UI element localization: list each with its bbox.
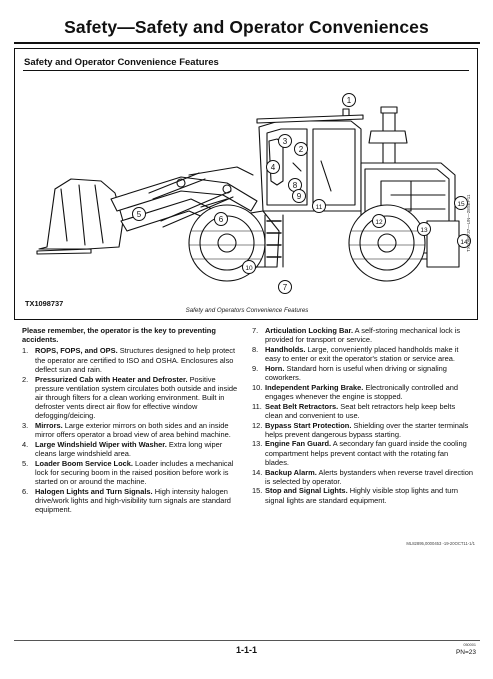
svg-text:14: 14 <box>460 239 468 246</box>
svg-text:5: 5 <box>136 210 142 219</box>
svg-text:10: 10 <box>245 265 253 272</box>
feature-item: 5. Loader Boom Service Lock. Loader includes a mechanical lock for securing boom in the raised position before work is started on or around the machine. <box>22 458 234 487</box>
callout-6 <box>215 213 228 226</box>
feature-item: 11. Seat Belt Retractors. Seat belt retractors help keep belts clean and convenient to use. <box>252 401 456 420</box>
footer-rule <box>14 640 480 641</box>
callout-13 <box>418 223 431 236</box>
feature-list-right <box>252 326 474 505</box>
figure-caption: Safety and Operators Convenience Features <box>185 307 309 314</box>
figure-id: TX1098737 <box>25 299 64 308</box>
callout-11 <box>313 200 326 213</box>
feature-item: 2. Pressurized Cab with Heater and Defroster. Positive pressure ventilation system circulates both outside and inside air through filters for a clean working environment. Built in defroster vents direct air flow for effective window defogging/deicing. <box>22 374 238 421</box>
svg-text:13: 13 <box>420 227 428 234</box>
wheel-loader-illustration <box>31 71 468 297</box>
feature-list-left <box>22 326 244 515</box>
svg-text:1: 1 <box>346 96 352 105</box>
page-title: Safety—Safety and Operator Conveniences <box>64 17 429 37</box>
pn-label: PN=23 <box>455 649 476 656</box>
feature-item: 10. Independent Parking Brake. Electronically controlled and engages whenever the engine is stopped. <box>252 382 459 401</box>
callout-9 <box>293 190 306 203</box>
svg-text:7: 7 <box>282 283 288 292</box>
feature-item: 15. Stop and Signal Lights. Highly visible stop lights and turn signal lights are standard equipment. <box>252 486 459 505</box>
figure-box <box>14 48 478 320</box>
svg-text:4: 4 <box>270 163 276 172</box>
feature-item: 6. Halogen Lights and Turn Signals. High intensity halogen drive/work lights and high-visibility turn signals are standard equipment. <box>22 486 231 515</box>
svg-text:3: 3 <box>282 137 288 146</box>
page-meta-small: 050001 <box>463 643 476 647</box>
callout-4 <box>267 161 280 174</box>
feature-item: 1. ROPS, FOPS, and OPS. Structures designed to help protect the operator are certified to ISO and OSHA. Enclosures also deflect sun and rain. <box>22 346 236 374</box>
feature-item: 14. Backup Alarm. Alerts bystanders when reverse travel direction is selected by operator. <box>252 467 474 486</box>
figure-code: TX1098737—UN—28SEP11 <box>466 194 471 252</box>
svg-text:9: 9 <box>296 192 302 201</box>
feature-item: 3. Mirrors. Large exterior mirrors on both sides and an inside mirror offers operator a broad view of area behind machine. <box>22 421 231 440</box>
svg-text:2: 2 <box>298 145 304 154</box>
svg-text:6: 6 <box>218 215 224 224</box>
section-heading: Safety and Operator Convenience Features <box>24 57 219 68</box>
svg-text:12: 12 <box>375 219 383 226</box>
callout-12 <box>373 215 386 228</box>
page-number: 1-1-1 <box>235 645 257 655</box>
feature-item: 4. Large Windshield Wiper with Washer. Extra long wiper cleans large windshield area. <box>22 439 223 459</box>
feature-item: 13. Engine Fan Guard. A secondary fan guard inside the cooling compartment helps prevent contact with the rotating fan blades. <box>252 439 467 467</box>
svg-text:15: 15 <box>457 201 465 208</box>
bucket <box>39 179 123 249</box>
page-meta <box>456 642 476 656</box>
document-code: ML82895,0000453 -19-20OCT11-1/1 <box>406 541 475 546</box>
callout-7 <box>279 281 292 294</box>
callout-2 <box>295 143 308 156</box>
callout-5 <box>133 208 146 221</box>
title-rule <box>14 42 480 44</box>
callout-10 <box>243 261 256 274</box>
svg-text:8: 8 <box>292 181 298 190</box>
callout-3 <box>279 135 292 148</box>
feature-item: 9. Horn. Standard horn is useful when driving or signaling coworkers. <box>252 363 447 383</box>
callout-1 <box>343 94 356 107</box>
feature-item: 12. Bypass Start Protection. Shielding over the starter terminals helps prevent dangerous bypass starting. <box>252 420 469 439</box>
svg-text:11: 11 <box>315 204 323 211</box>
feature-item: 7. Articulation Locking Bar. A self-storing mechanical lock is provided for transport or service. <box>252 326 461 345</box>
feature-item: 8. Handholds. Large, conveniently placed handholds make it easy to enter or exit the operator's station or service area. <box>252 344 459 364</box>
intro-text: Please remember, the operator is the key to preventing accidents. <box>22 326 216 345</box>
